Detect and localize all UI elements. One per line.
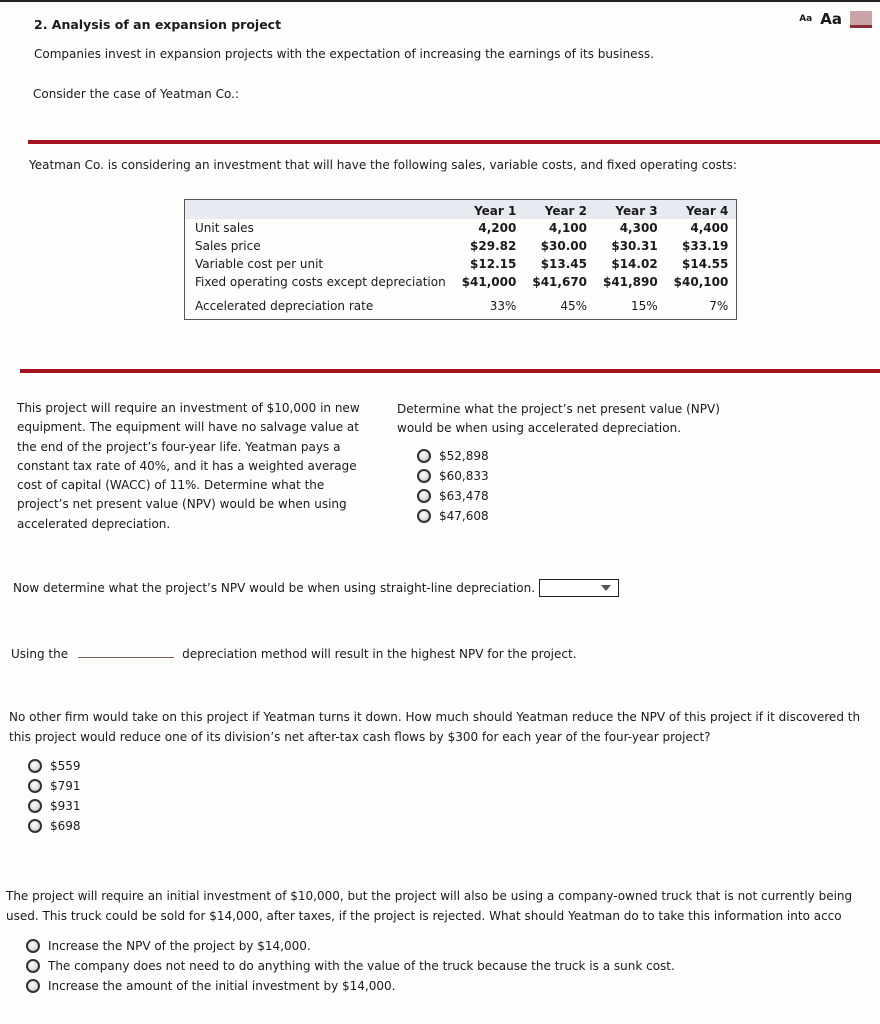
table-cell: 4,200: [478, 221, 517, 235]
table-row: [185, 255, 737, 273]
table-cell: $30.31: [611, 239, 658, 253]
radio-button-icon[interactable]: [26, 959, 40, 973]
option-label: Increase the amount of the initial investment by $14,000.: [48, 979, 396, 993]
option-label: $52,898: [439, 449, 489, 463]
table-row: [185, 219, 737, 237]
table-cell: $33.19: [682, 239, 729, 253]
table-intro-text: Yeatman Co. is considering an investment that will have the following sales, variable costs, and fixed operating costs:: [29, 158, 737, 172]
table-cell: $41,670: [532, 275, 588, 289]
radio-option[interactable]: [417, 506, 489, 526]
increase-font-button[interactable]: Aa: [820, 10, 842, 28]
table-cell: 15%: [631, 299, 658, 313]
table-cell: 4,100: [549, 221, 588, 235]
radio-button-icon[interactable]: [26, 939, 40, 953]
question5-prompt: [6, 886, 880, 926]
question2-prompt: Now determine what the project’s NPV would be when using straight-line depreciation.: [13, 581, 536, 595]
question2: [13, 579, 619, 597]
table-row: [185, 237, 737, 255]
radio-option[interactable]: [417, 486, 489, 506]
table-header-cell: Year 4: [666, 200, 737, 220]
radio-option[interactable]: [26, 956, 675, 976]
row-label: Fixed operating costs except depreciation: [195, 275, 446, 289]
radio-option[interactable]: [28, 796, 81, 816]
intro-text: Companies invest in expansion projects with the expectation of increasing the earnings of its business.: [34, 47, 654, 61]
radio-button-icon[interactable]: [417, 449, 431, 463]
top-border: [0, 0, 880, 2]
question4-prompt: [9, 707, 880, 747]
table-cell: $41,000: [461, 275, 517, 289]
section-divider: [28, 140, 880, 144]
option-label: $791: [50, 779, 81, 793]
problem-title: 2. Analysis of an expansion project: [34, 17, 282, 32]
table-cell: $40,100: [673, 275, 729, 289]
table-cell: 33%: [489, 299, 517, 313]
option-label: $63,478: [439, 489, 489, 503]
npv-straight-line-dropdown[interactable]: [539, 579, 619, 597]
row-label: Sales price: [195, 239, 261, 253]
table-cell: $41,890: [603, 275, 658, 289]
radio-option[interactable]: [417, 466, 489, 486]
radio-button-icon[interactable]: [28, 779, 42, 793]
table-header-cell: Year 2: [524, 200, 595, 220]
table-cell: $12.15: [470, 257, 517, 271]
row-label: Variable cost per unit: [195, 257, 324, 271]
radio-button-icon[interactable]: [28, 759, 42, 773]
radio-button-icon[interactable]: [417, 509, 431, 523]
decrease-font-button[interactable]: Aa: [799, 14, 813, 24]
table-cell: $13.45: [540, 257, 588, 271]
table-cell: $30.00: [540, 239, 588, 253]
radio-option[interactable]: [26, 976, 675, 996]
radio-button-icon[interactable]: [28, 819, 42, 833]
row-label: Accelerated depreciation rate: [195, 299, 374, 313]
table-header-cell: [185, 200, 454, 220]
radio-option[interactable]: [417, 446, 489, 466]
radio-button-icon[interactable]: [417, 469, 431, 483]
radio-option[interactable]: [28, 816, 81, 836]
question4-options: [28, 756, 81, 836]
question1-prompt: Determine what the project’s net present value (NPV) would be when using accelerated depreciation.: [397, 402, 720, 436]
question3: [11, 643, 577, 661]
question1-options: [417, 446, 489, 526]
chevron-down-icon: [601, 585, 611, 591]
radio-option[interactable]: [28, 756, 81, 776]
table-row: [185, 273, 737, 291]
radio-option[interactable]: [26, 936, 675, 956]
table-row: [185, 291, 737, 320]
radio-button-icon[interactable]: [26, 979, 40, 993]
question3-prefix: Using the: [11, 647, 69, 661]
option-label: $60,833: [439, 469, 489, 483]
table-cell: 45%: [560, 299, 588, 313]
table-cell: $14.02: [611, 257, 658, 271]
option-label: $931: [50, 799, 81, 813]
question4-line1: No other firm would take on this project if Yeatman turns it down. How much should Yeatman reduce the NPV of this project if it discovered th: [9, 710, 861, 724]
table-cell: 4,300: [619, 221, 658, 235]
table-cell: $14.55: [682, 257, 729, 271]
question3-suffix: depreciation method will result in the highest NPV for the project.: [182, 647, 577, 661]
table-header-cell: Year 3: [595, 200, 666, 220]
font-tools: [799, 10, 872, 28]
question5-options: [26, 936, 675, 996]
row-label: Unit sales: [195, 221, 254, 235]
consider-text: Consider the case of Yeatman Co.:: [33, 87, 239, 101]
option-label: $698: [50, 819, 81, 833]
problem-paragraph: This project will require an investment of $10,000 in new equipment. The equipment will have no salvage value at the end of the project’s four-year life. Yeatman pays a constant tax rate of 40%, and it has a weighted average cost of capital (WACC) of 11%. Determine what the project’s net present value (NPV) would be when using accelerated depreciation.: [17, 401, 360, 531]
table-header-cell: Year 1: [454, 200, 525, 220]
option-label: $47,608: [439, 509, 489, 523]
book-icon[interactable]: [850, 11, 872, 28]
question5-line2: used. This truck could be sold for $14,000, after taxes, if the project is rejected. What should Yeatman do to take this information into acco: [6, 909, 842, 923]
question4-line2: this project would reduce one of its division’s net after-tax cash flows by $300 for each year of the four-year project?: [9, 730, 711, 744]
option-label: $559: [50, 759, 81, 773]
table-cell: $29.82: [470, 239, 517, 253]
radio-option[interactable]: [28, 776, 81, 796]
table-cell: 4,400: [690, 221, 729, 235]
cost-table: [184, 199, 737, 320]
radio-button-icon[interactable]: [28, 799, 42, 813]
section-divider: [20, 369, 880, 373]
table-header-row: [185, 200, 737, 220]
radio-button-icon[interactable]: [417, 489, 431, 503]
question5-line1: The project will require an initial investment of $10,000, but the project will also be using a company-owned truck that is not currently being: [6, 889, 853, 903]
option-label: Increase the NPV of the project by $14,000.: [48, 939, 311, 953]
option-label: The company does not need to do anything with the value of the truck because the truck is a sunk cost.: [48, 959, 675, 973]
depreciation-method-blank[interactable]: [78, 643, 174, 658]
table-cell: 7%: [709, 299, 729, 313]
